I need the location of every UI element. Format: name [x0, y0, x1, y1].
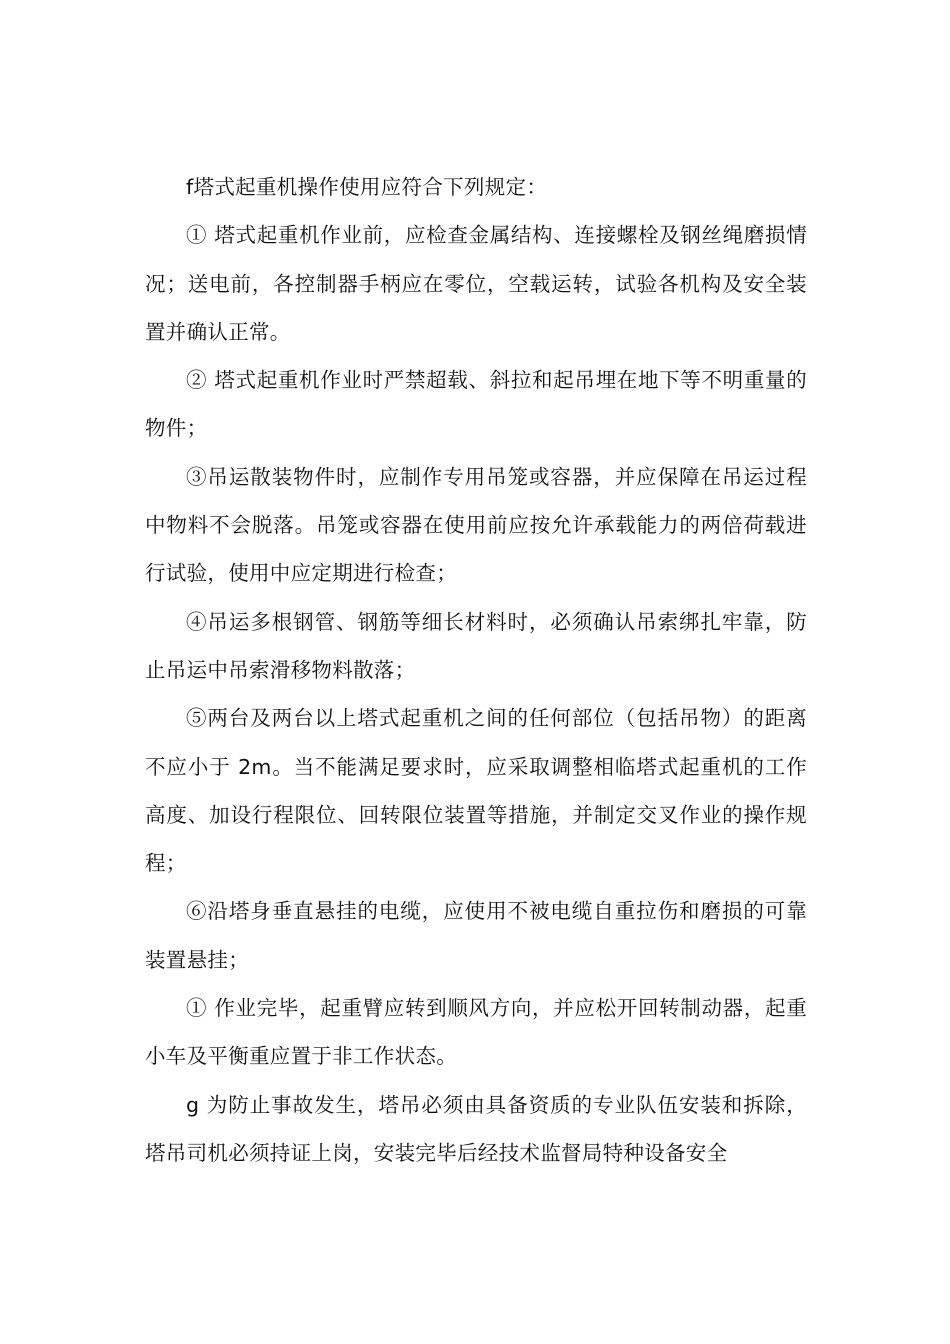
paragraph-text: 塔式起重机操作使用应符合下列规定： [193, 175, 548, 199]
paragraph-item-2 [145, 356, 807, 453]
paragraph-item-6 [145, 887, 807, 984]
item-letter-g: g [186, 1092, 200, 1117]
paragraph-text: ④吊运多根钢管、钢筋等细长材料时，必须确认吊索绑扎牢靠，防止吊运中吊索滑移物料散落； [145, 609, 807, 682]
paragraph-f [145, 163, 807, 211]
paragraph-item-1 [145, 211, 807, 356]
document-body [145, 163, 807, 1177]
latin-fragment: 2m [238, 754, 272, 779]
paragraph-text: ① 塔式起重机作业前，应检查金属结构、连接螺栓及钢丝绳磨损情况；送电前，各控制器手柄应在零位，空载运转，试验各机构及安全装置并确认正常。 [145, 223, 807, 344]
paragraph-text: 为防止事故发生，塔吊必须由具备资质的专业队伍安装和拆除，塔吊司机必须持证上岗，安装完毕后经技术监督局特种设备安全 [145, 1092, 807, 1165]
paragraph-text: ① 作业完毕，起重臂应转到顺风方向，并应松开回转制动器，起重小车及平衡重应置于非工作状态。 [145, 996, 807, 1069]
paragraph-text: ③吊运散装物件时，应制作专用吊笼或容器，并应保障在吊运过程中物料不会脱落。吊笼或容器在使用前应按允许承载能力的两倍荷载进行试验，使用中应定期进行检查； [145, 464, 807, 586]
paragraph-text: ② 塔式起重机作业时严禁超载、斜拉和起吊埋在地下等不明重量的物件； [145, 368, 807, 441]
paragraph-item-1-repeat [145, 984, 807, 1081]
paragraph-text: ⑤两台及两台以上塔式起重机之间的任何部位（包括吊物）的距离不应小于 2m。当不能满足要求时，应采取调整相临塔式起重机的工作高度、加设行程限位、回转限位装置等措施，并制定交叉作业的操作规程； [145, 706, 807, 876]
paragraph-item-3 [145, 453, 807, 598]
item-letter-f: f [186, 175, 194, 199]
paragraph-item-4 [145, 598, 807, 695]
paragraph-item-5 [145, 694, 807, 887]
paragraph-text: ⑥沿塔身垂直悬挂的电缆，应使用不被电缆自重拉伤和磨损的可靠装置悬挂； [145, 899, 807, 972]
paragraph-g [145, 1081, 807, 1178]
